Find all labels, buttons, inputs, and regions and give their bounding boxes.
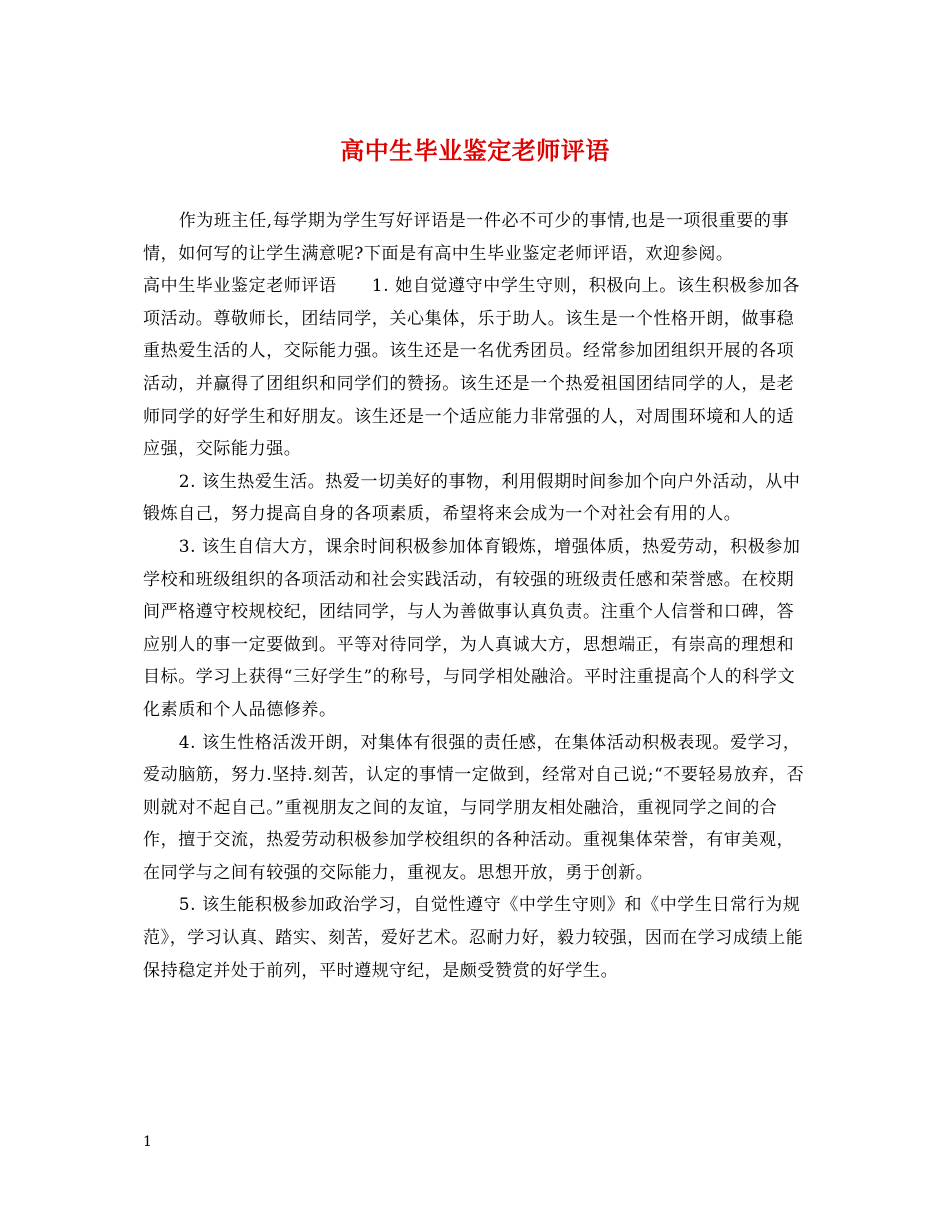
page-number: 1 <box>143 1134 152 1150</box>
paragraph-2: 2. 该生热爱生活。热爱一切美好的事物，利用假期时间参加个向户外活动，从中锻炼自己，努力提高自身的各项素质，希望将来会成为一个对社会有用的人。 <box>143 471 801 525</box>
paragraph-3: 3. 该生自信大方，课余时间积极参加体育锻炼，增强体质，热爱劳动，积极参加学校和班级组织的各项活动和社会实践活动，有较强的班级责任感和荣誉感。在校期间严格遵守校规校纪，团结同学，与人为善做事认真负责。注重个人信誉和口碑，答应别人的事一定要做到。平等对待同学，为人真诚大方，思想端正，有崇高的理想和目标。学习上获得“三好学生”的称号，与同学相处融洽。平时注重提高个人的科学文化素质和个人品德修养。 <box>143 536 801 720</box>
paragraph-1: 高中生毕业鉴定老师评语 1. 她自觉遵守中学生守则，积极向上。该生积极参加各项活动。尊敬师长，团结同学，关心集体，乐于助人。该生是一个性格开朗，做事稳重热爱生活的人，交际能力强。该生还是一名优秀团员。经常参加团组织开展的各项活动，并赢得了团组织和同学们的赞扬。该生还是一个热爱祖国团结同学的人，是老师同学的好学生和好朋友。该生还是一个适应能力非常强的人，对周围环境和人的适应强，交际能力强。 <box>143 276 801 460</box>
paragraph-5: 5. 该生能积极参加政治学习，自觉性遵守《中学生守则》和《中学生日常行为规范》，学习认真、踏实、刻苦，爱好艺术。忍耐力好，毅力较强，因而在学习成绩上能保持稳定并处于前列，平时遵规守纪，是颇受赞赏的好学生。 <box>143 895 804 981</box>
page-title: 高中生毕业鉴定老师评语 <box>340 136 610 165</box>
paragraph-4: 4. 该生性格活泼开朗，对集体有很强的责任感，在集体活动积极表现。爱学习，爱动脑筋，努力.坚持.刻苦，认定的事情一定做到，经常对自己说;“不要轻易放弃，否则就对不起自己。”重视朋友之间的友谊，与同学朋友相处融洽，重视同学之间的合作，擅于交流，热爱劳动积极参加学校组织的各种活动。重视集体荣誉，有审美观，在同学与之间有较强的交际能力，重视友。思想开放，勇于创新。 <box>143 732 805 883</box>
paragraph-intro: 作为班主任,每学期为学生写好评语是一件必不可少的事情,也是一项很重要的事情，如何写的让学生满意呢?下面是有高中生毕业鉴定老师评语，欢迎参阅。 <box>143 211 790 264</box>
document-body <box>143 205 808 987</box>
